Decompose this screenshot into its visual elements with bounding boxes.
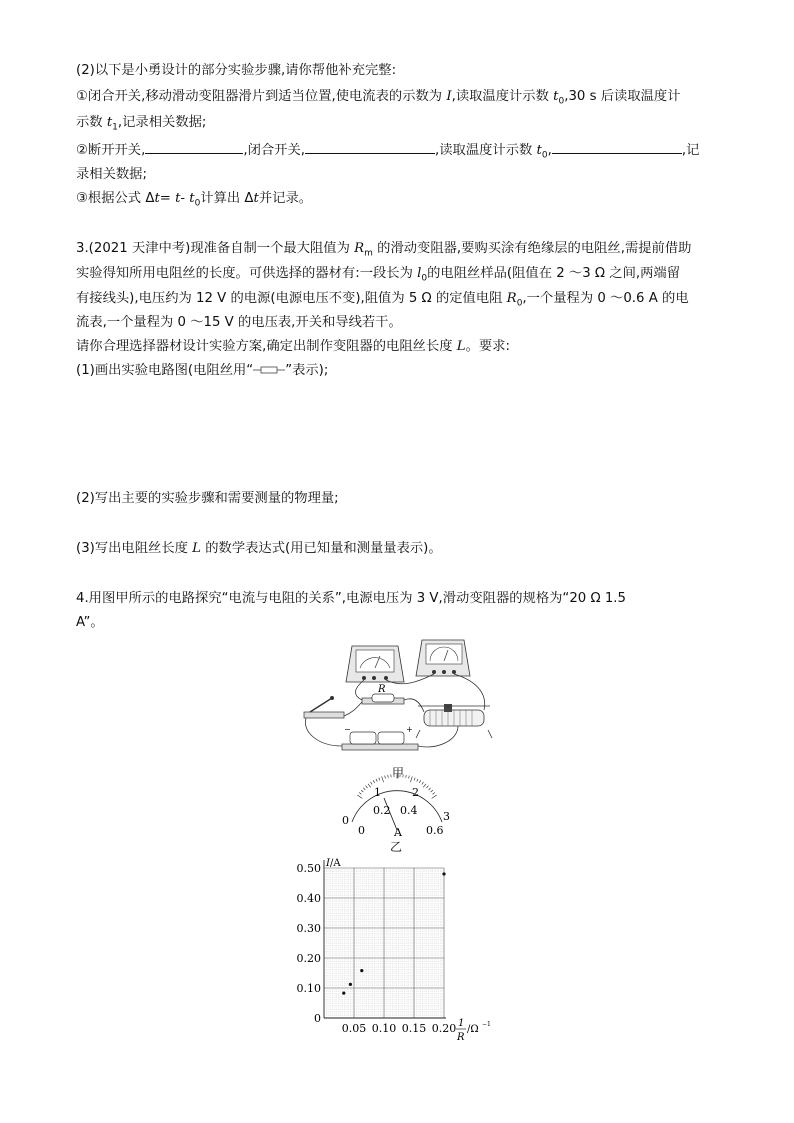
answer-blank[interactable] xyxy=(145,140,243,154)
dial-tick xyxy=(366,786,368,788)
answer-blank[interactable] xyxy=(305,140,435,154)
dial-tick xyxy=(429,788,431,790)
q3-line2: 实验得知所用电阻丝的长度。可供选择的器材有:一段长为 $l_0$的电阻丝样品(阻值在 2 ～3 Ω 之间,两端留 xyxy=(76,266,680,284)
q2-step2-line1: ②断开开关, ,闭合开关, ,读取温度计示数 $t_0$, ,记 xyxy=(76,140,699,165)
dial-tick xyxy=(357,795,362,798)
ammeter-icon xyxy=(416,640,470,676)
q3-line3: 有接线头),电压约为 12 V 的电源(电源电压不变),阻值为 5 Ω 的定值电阻 $R_0$,一个量程为 0 ～0.6 A 的电 xyxy=(76,291,689,309)
dial-ticks xyxy=(357,774,436,798)
dial-tick xyxy=(417,779,418,782)
x-tick-label: 0.15 xyxy=(401,1022,427,1035)
dial-tick xyxy=(382,777,384,783)
svg-text:+: + xyxy=(406,725,413,734)
q2-step-heading: (2)以下是小勇设计的部分实验步骤,请你帮他补充完整: xyxy=(76,63,397,78)
y-tick-label: 0.40 xyxy=(296,892,321,905)
answer-blank[interactable] xyxy=(552,140,682,154)
dial-tick xyxy=(432,795,437,798)
dial-tick xyxy=(419,780,420,783)
dial-arc xyxy=(352,791,442,822)
svg-text:−1: −1 xyxy=(482,1021,491,1028)
svg-text:1: 1 xyxy=(458,1018,465,1029)
dial-tick xyxy=(432,793,434,795)
q3-line4: 流表,一个量程为 0 ～15 V 的电压表,开关和导线若干。 xyxy=(76,315,402,330)
y-axis-label: I/A xyxy=(326,858,341,869)
q3-line1: 3.(2021 天津中考)现准备自制一个最大阻值为 $R_m$ 的滑动变阻器,要购买涂有绝缘层的电阻丝,需提前借助 xyxy=(76,241,692,259)
x-axis-label xyxy=(456,1018,491,1043)
dial-tick xyxy=(422,782,424,785)
dial-tick xyxy=(409,776,410,779)
battery-icon xyxy=(342,725,418,750)
circuit-apparatus-figure xyxy=(298,632,504,762)
dial-tick xyxy=(385,776,386,779)
dial-tick xyxy=(373,780,374,783)
data-point xyxy=(342,992,345,995)
rheostat-icon xyxy=(416,704,492,738)
svg-text:−: − xyxy=(344,725,351,734)
current-vs-inverse-resistance-chart xyxy=(296,856,491,1052)
y-tick-label: 0.20 xyxy=(296,952,321,965)
inner-scale-label: 0 xyxy=(358,824,365,837)
inner-scale-label: 0.2 xyxy=(373,804,391,817)
x-tick-label: 0.10 xyxy=(371,1022,397,1035)
inner-scale-label: 0.6 xyxy=(426,824,444,837)
q2-step3: ③根据公式 Δt= t- $t_0$计算出 Δt并记录。 xyxy=(76,191,313,209)
dial-tick xyxy=(414,778,415,781)
voltmeter-icon xyxy=(346,646,404,682)
x-tick-label: 0.05 xyxy=(341,1022,367,1035)
x-tick-label: 0.20 xyxy=(431,1022,457,1035)
figure-jia-caption: 甲 xyxy=(392,766,405,780)
q3-part3: (3)写出电阻丝长度 L 的数学表达式(用已知量和测量量表示)。 xyxy=(76,541,442,556)
resistance-wire-symbol xyxy=(253,365,285,375)
dial-tick xyxy=(406,775,407,778)
dial-tick xyxy=(423,784,426,788)
y-tick-label: 0.50 xyxy=(296,862,321,875)
svg-text:/Ω: /Ω xyxy=(467,1024,479,1035)
outer-scale-label: 0 xyxy=(342,814,349,827)
y-tick-label: 0 xyxy=(314,1012,321,1025)
q3-part1: (1)画出实验电路图(电阻丝用“ ”表示); xyxy=(76,363,329,378)
q4-line2: A”。 xyxy=(76,615,104,630)
ammeter-dial-figure xyxy=(338,784,458,838)
dial-unit: A xyxy=(394,826,402,839)
dial-tick xyxy=(426,786,428,788)
outer-scale-label: 3 xyxy=(443,810,450,823)
svg-text:R: R xyxy=(457,1032,465,1043)
dial-tick xyxy=(361,790,363,792)
data-point xyxy=(349,983,352,986)
outer-scale-label: 1 xyxy=(374,786,381,799)
y-tick-label: 0.10 xyxy=(296,982,321,995)
y-tick-label: 0.30 xyxy=(296,922,321,935)
outer-scale-label: 2 xyxy=(412,786,419,799)
q4-line1: 4.用图甲所示的电路探究“电流与电阻的关系”,电源电压为 3 V,滑动变阻器的规格为“20 Ω 1.5 xyxy=(76,591,626,606)
dial-tick xyxy=(376,779,377,782)
q2-step1-line1: ①闭合开关,移动滑动变阻器滑片到适当位置,使电流表的示数为 I,读取温度计示数 $t_0,30$ s 后读取温度计 xyxy=(76,89,681,107)
dial-tick xyxy=(431,790,433,792)
q2-step1-line2: 示数 $t_1$,记录相关数据; xyxy=(76,115,207,133)
q2-step2-line2: 录相关数据; xyxy=(76,167,147,182)
dial-tick xyxy=(371,782,373,785)
q3-line5: 请你合理选择器材设计实验方案,确定出制作变阻器的电阻丝长度 L。要求: xyxy=(76,339,510,354)
dial-tick xyxy=(368,784,371,788)
figure-yi-caption: 乙 xyxy=(390,840,403,854)
dial-tick xyxy=(359,793,361,795)
switch-icon xyxy=(304,696,344,718)
dial-tick xyxy=(379,778,380,781)
resistor-icon xyxy=(362,684,404,704)
resistor-label: R xyxy=(378,684,386,695)
dial-tick xyxy=(363,788,365,790)
data-point xyxy=(442,872,445,875)
inner-scale-label: 0.4 xyxy=(400,804,418,817)
data-point xyxy=(360,969,363,972)
q3-part2: (2)写出主要的实验步骤和需要测量的物理量; xyxy=(76,491,339,506)
dial-tick xyxy=(410,777,412,783)
dial-tick xyxy=(388,775,389,778)
